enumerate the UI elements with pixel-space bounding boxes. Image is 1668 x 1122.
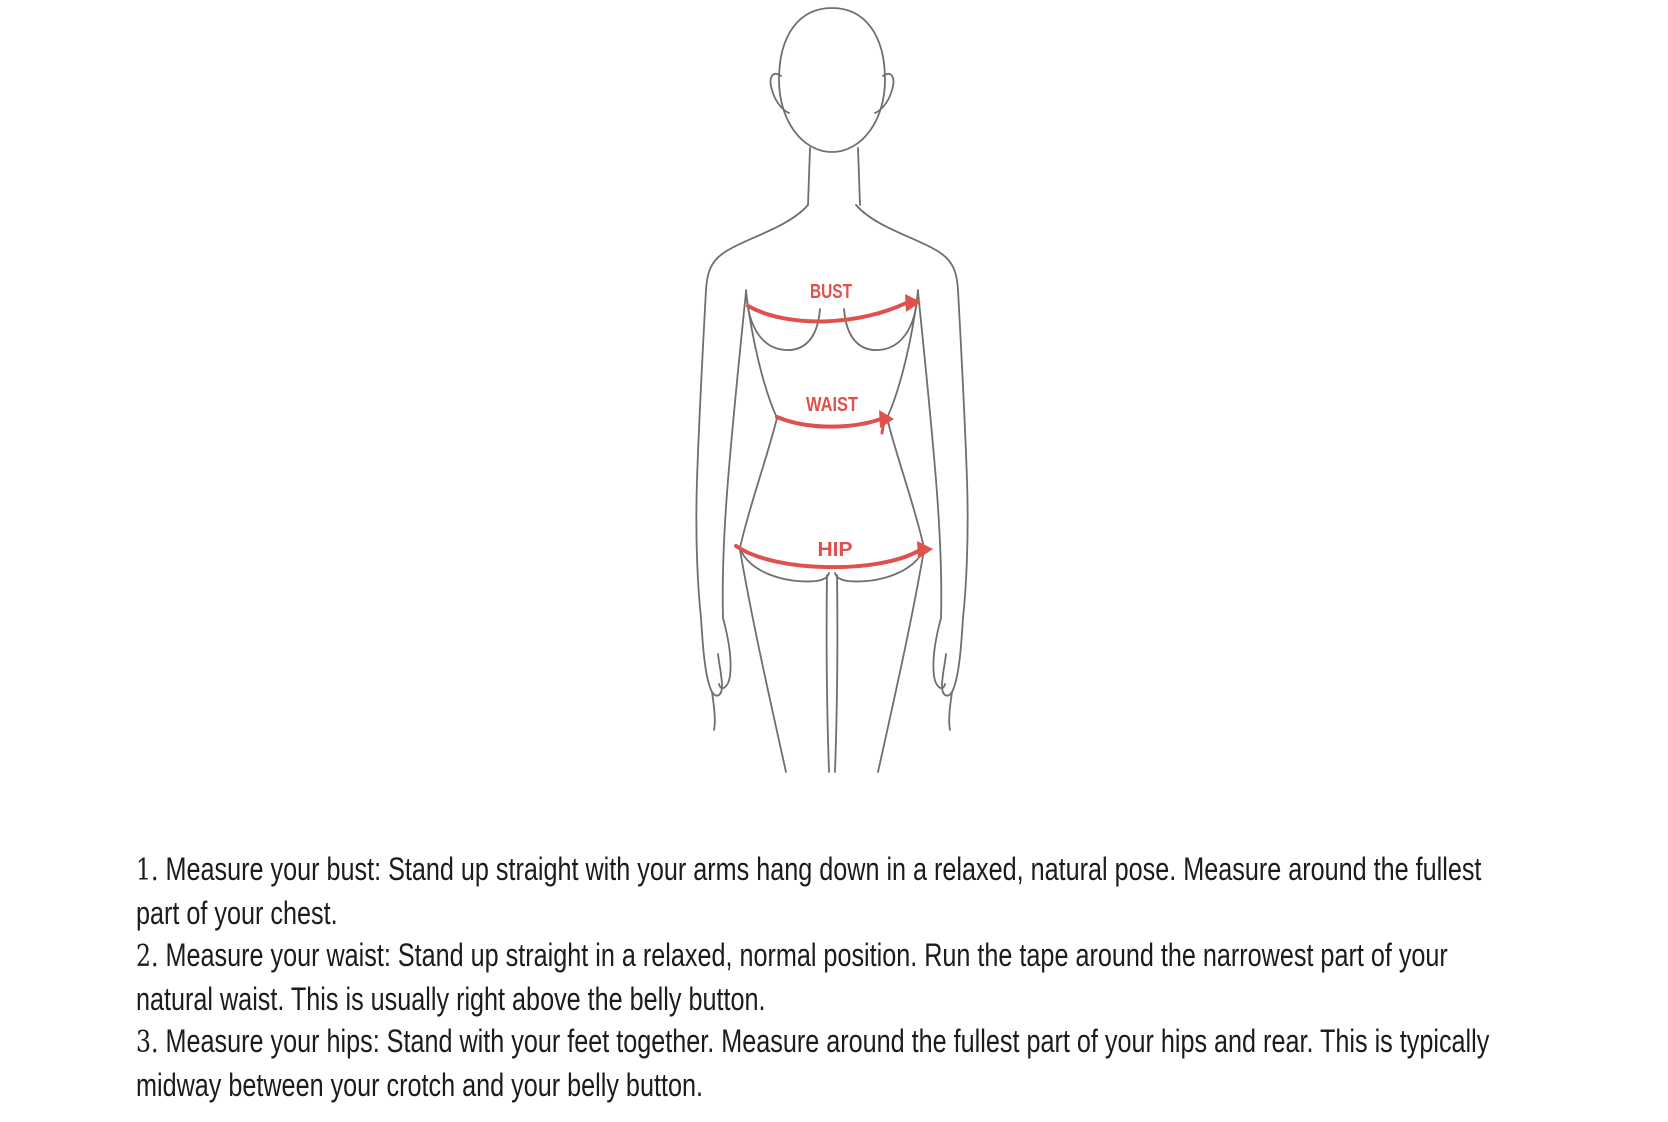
neck-outline: [808, 148, 810, 205]
waist-measurement: [777, 394, 894, 433]
bust-measurement-arrow: [748, 303, 906, 321]
instruction-text: midway between your crotch and your belly button.: [136, 1067, 703, 1103]
head-outline: [779, 8, 885, 152]
waist-label: WAIST: [806, 394, 858, 416]
instruction-text: Measure your bust: Stand up straight with your arms hang down in a relaxed, natural pose. Measure around the fullest: [165, 851, 1482, 887]
left-hip-side: [740, 418, 777, 548]
instruction-number: 3.: [136, 1025, 159, 1060]
instruction-text: Measure your hips: Stand with your feet together. Measure around the fullest part of your hips and rear. This is typically: [165, 1023, 1490, 1059]
instruction-text: natural waist. This is usually right above the belly button.: [136, 981, 766, 1017]
left-arm-outline: [696, 205, 808, 696]
instruction-line: [136, 1023, 1489, 1059]
instruction-line: [136, 892, 1584, 934]
left-inner-leg: [827, 575, 829, 772]
waist-measurement-arrow: [777, 417, 881, 427]
right-inner-leg: [835, 575, 837, 772]
right-hand-finger: [949, 692, 952, 730]
instruction-text: Measure your waist: Stand up straight in a relaxed, normal position. Run the tape around the narrowest part of your: [165, 937, 1448, 973]
instruction-line: [136, 978, 1584, 1020]
left-hand-finger: [712, 692, 715, 730]
instruction-item-waist: [136, 934, 1584, 1020]
female-figure-diagram: [640, 0, 1028, 780]
instruction-line: [136, 851, 1481, 887]
body-measurement-diagram: [640, 0, 1028, 780]
right-arm-outline: [856, 205, 968, 696]
bust-measurement: [748, 281, 921, 321]
instruction-number: 2.: [136, 939, 159, 974]
measurement-instructions: [136, 848, 1584, 1106]
right-outer-leg: [878, 550, 924, 772]
waist-arrowhead-icon: [879, 410, 894, 428]
left-outer-leg: [740, 550, 786, 772]
hip-arrowhead-icon: [917, 541, 933, 559]
instruction-number: 1.: [136, 853, 159, 888]
instruction-line: [136, 1064, 1584, 1106]
hip-measurement: [736, 539, 933, 567]
instruction-line: [136, 937, 1448, 973]
instruction-item-bust: [136, 848, 1584, 934]
instruction-item-hips: [136, 1020, 1584, 1106]
bust-label: BUST: [810, 281, 852, 303]
right-hip-side: [887, 418, 924, 548]
neck-outline: [858, 148, 860, 205]
waist-arrow-tick: [882, 421, 884, 433]
figure-outline: [696, 8, 967, 772]
instruction-text: part of your chest.: [136, 895, 338, 931]
hip-label: HIP: [817, 539, 853, 561]
